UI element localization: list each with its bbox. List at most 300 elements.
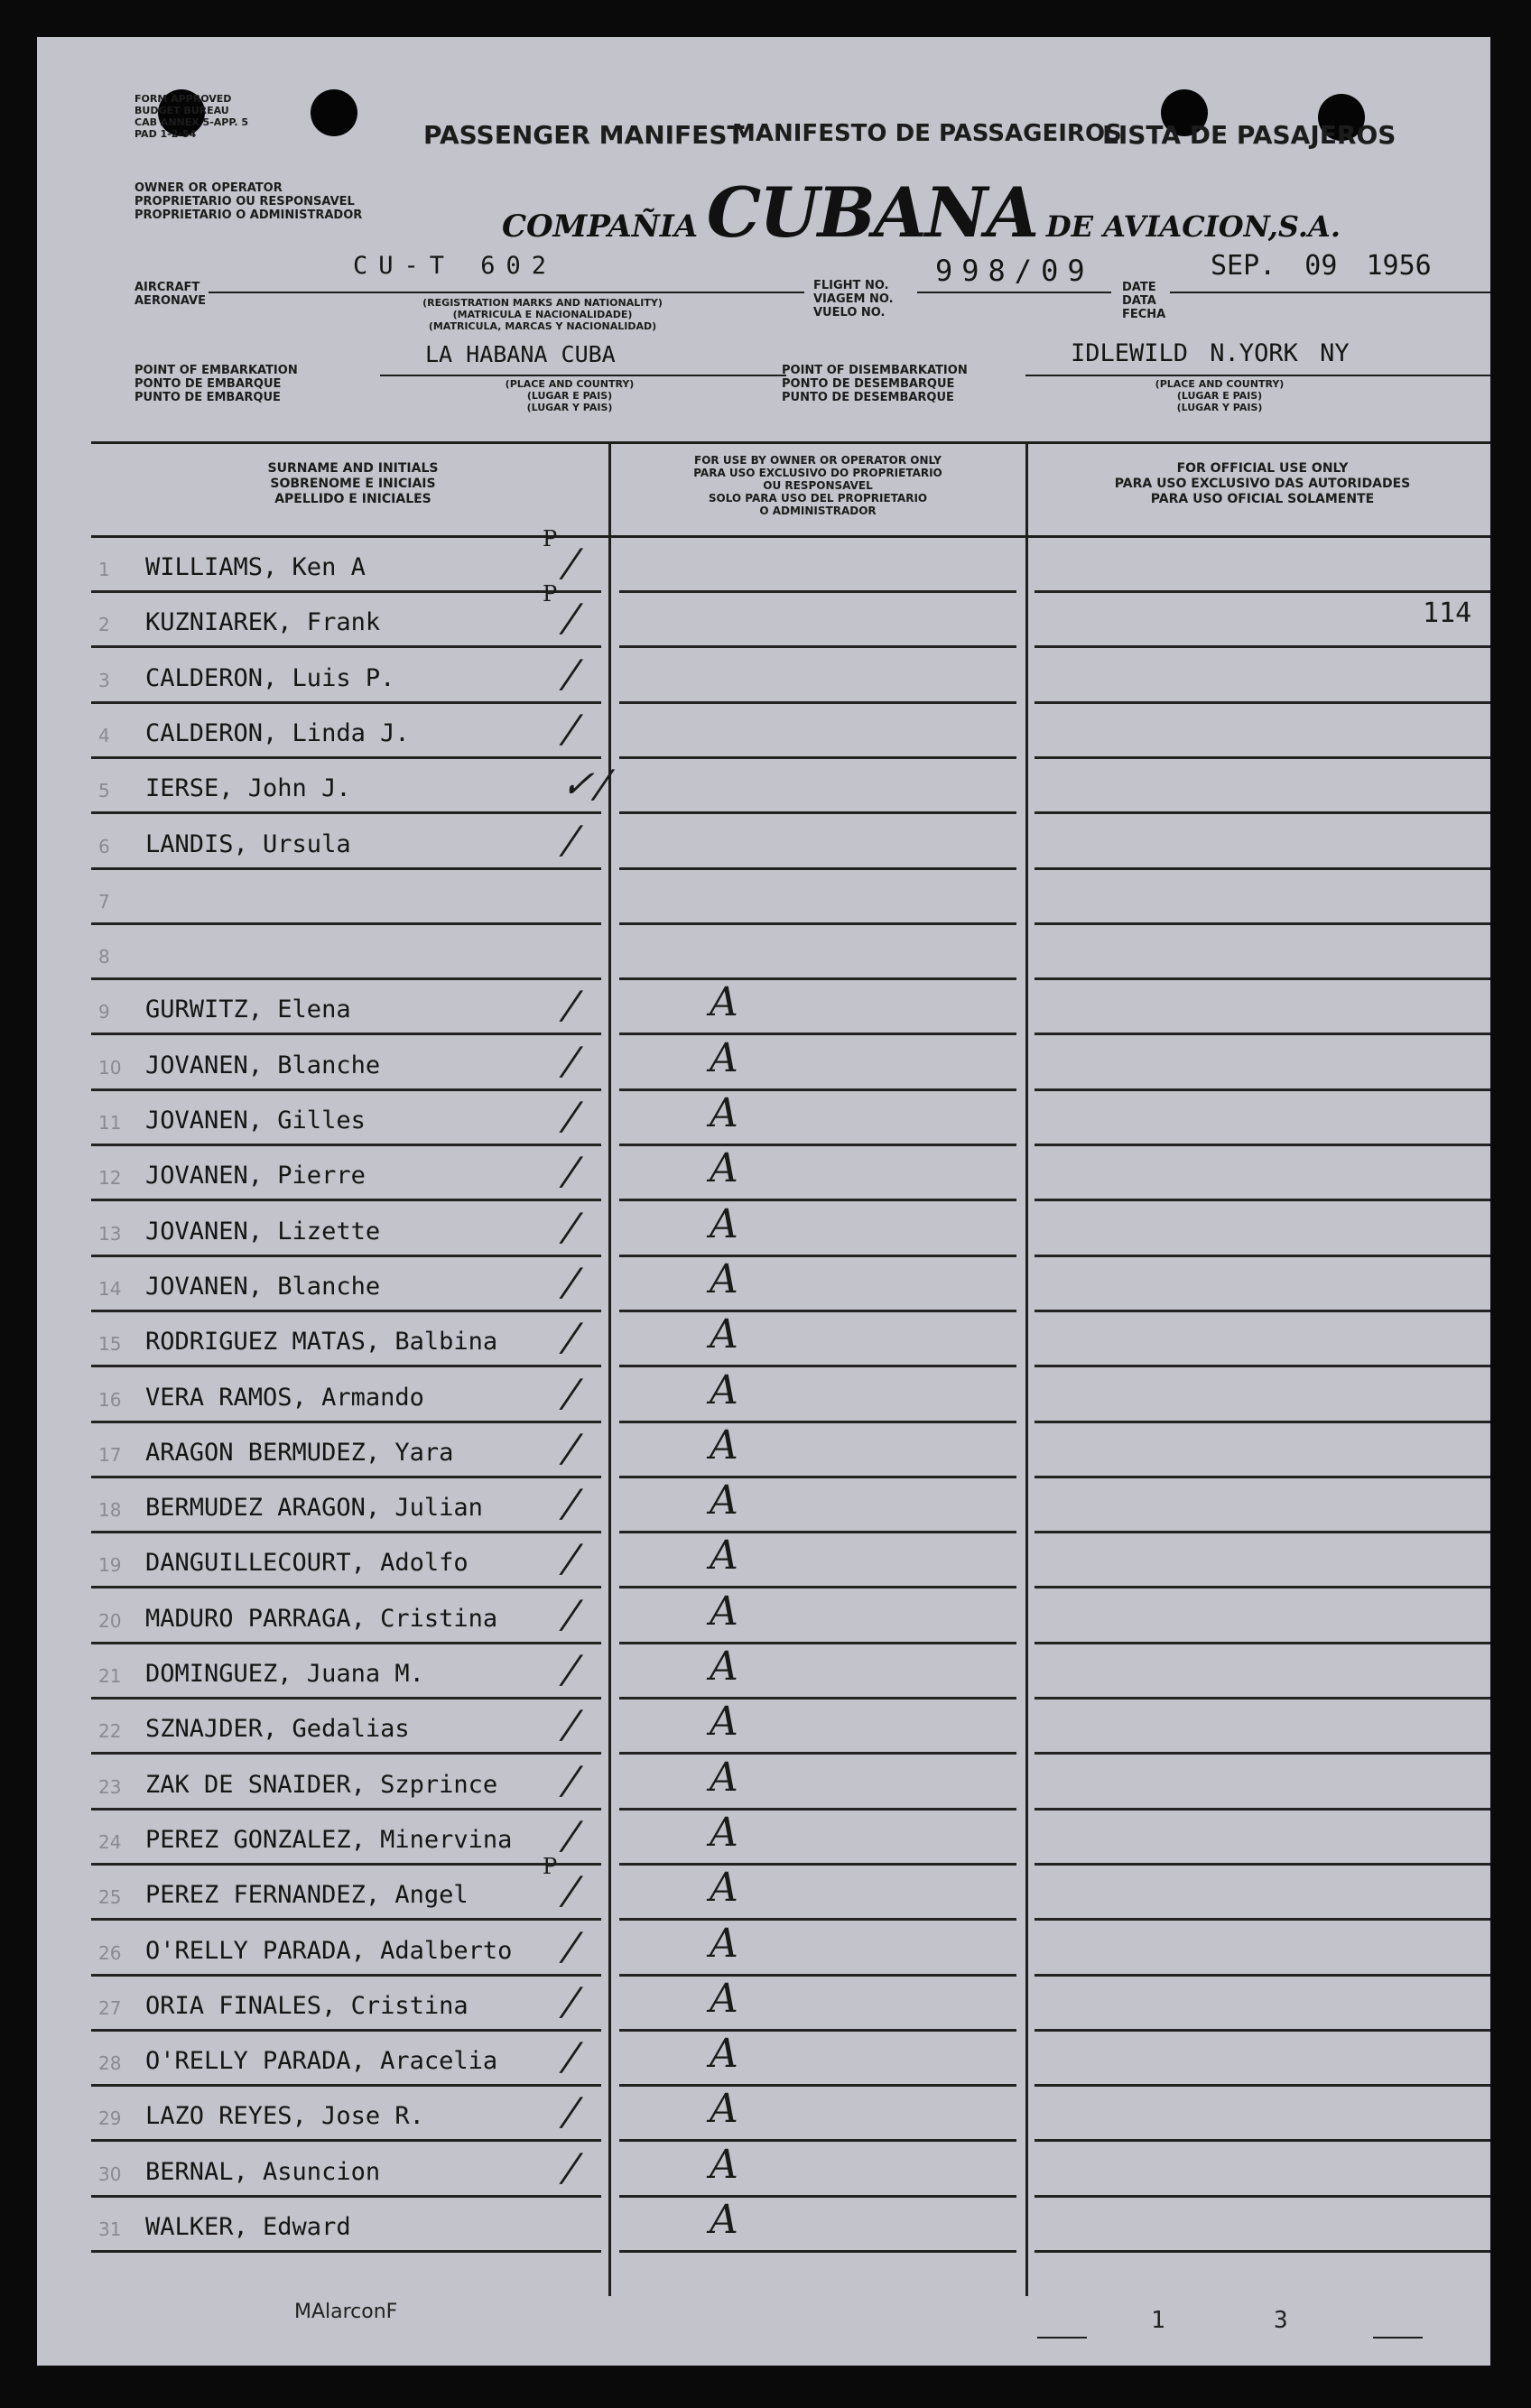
row-rule xyxy=(91,1144,601,1146)
official-entry: 114 xyxy=(1423,597,1472,630)
disembark-label: POINT OF DISEMBARKATION xyxy=(782,364,968,377)
passenger-name: RODRIGUEZ MATAS, Balbina xyxy=(145,1328,498,1357)
check-mark: / xyxy=(557,1149,587,1194)
row-rule xyxy=(1035,2139,1490,2142)
owner-use-header-line: FOR USE BY OWNER OR OPERATOR ONLY xyxy=(694,454,942,467)
check-mark: / xyxy=(557,1481,587,1526)
passenger-row xyxy=(37,1147,1490,1201)
footer-dash xyxy=(1373,2337,1423,2339)
passenger-row xyxy=(37,2033,1490,2087)
embark-caption-line: (PLACE AND COUNTRY) xyxy=(505,378,635,390)
row-number: 5 xyxy=(98,780,110,802)
row-number: 27 xyxy=(98,1996,122,2019)
row-rule xyxy=(91,1531,601,1533)
owner-mark: A xyxy=(710,1145,738,1192)
official-use-header-line: FOR OFFICIAL USE ONLY xyxy=(1176,461,1349,476)
date-label: DATE xyxy=(1122,281,1156,294)
check-mark: ✓/ xyxy=(557,762,618,807)
company-main: CUBANA xyxy=(706,172,1038,253)
check-mark: / xyxy=(557,1978,587,2024)
row-note: P xyxy=(543,1854,558,1880)
row-rule xyxy=(619,1199,1016,1201)
passenger-name: WALKER, Edward xyxy=(145,2213,351,2241)
row-rule xyxy=(91,1974,601,1977)
title-en: PASSENGER MANIFEST xyxy=(423,120,745,150)
row-rule xyxy=(1035,1752,1490,1755)
owner-use-header-line: OU RESPONSAVEL xyxy=(763,479,873,492)
row-rule xyxy=(1035,1310,1490,1312)
company-logo xyxy=(502,172,1341,253)
embark-value: LA HABANA CUBA xyxy=(425,341,616,367)
passenger-row xyxy=(37,1977,1490,2032)
row-rule xyxy=(619,701,1016,704)
owner-mark: A xyxy=(710,1090,738,1136)
check-mark: / xyxy=(557,706,587,751)
check-mark: / xyxy=(557,1204,587,1249)
row-rule xyxy=(1035,1255,1490,1257)
row-rule xyxy=(619,1476,1016,1478)
row-number: 26 xyxy=(98,1941,122,1964)
row-number: 21 xyxy=(98,1665,122,1687)
check-mark: / xyxy=(557,1702,587,1747)
flight-value: 998/09 xyxy=(935,254,1094,288)
row-rule xyxy=(619,811,1016,814)
row-rule xyxy=(619,867,1016,870)
row-number: 19 xyxy=(98,1554,122,1577)
row-rule xyxy=(1035,922,1490,925)
official-use-header-line: PARA USO OFICIAL SOLAMENTE xyxy=(1150,492,1375,506)
row-rule xyxy=(619,2084,1016,2087)
passenger-row xyxy=(37,1811,1490,1866)
row-number: 24 xyxy=(98,1830,122,1853)
passenger-row xyxy=(37,1922,1490,1977)
embark-caption xyxy=(452,378,687,413)
row-rule xyxy=(619,2250,1016,2253)
row-rule xyxy=(91,1199,601,1201)
disembark-label: PUNTO DE DESEMBARQUE xyxy=(782,391,954,404)
embark-label: PONTO DE EMBARQUE xyxy=(135,377,282,391)
owner-label: PROPRIETARIO O ADMINISTRADOR xyxy=(135,208,363,222)
owner-mark: A xyxy=(710,1422,738,1468)
row-rule xyxy=(91,2084,601,2087)
check-mark: / xyxy=(557,1757,587,1802)
passenger-row xyxy=(37,2199,1490,2253)
passenger-name: JOVANEN, Gilles xyxy=(145,1107,366,1135)
disembark-label: PONTO DE DESEMBARQUE xyxy=(782,377,955,391)
row-rule xyxy=(91,1752,601,1755)
row-rule xyxy=(619,1088,1016,1091)
check-mark: / xyxy=(557,2144,587,2190)
row-rule xyxy=(91,922,601,925)
row-rule xyxy=(619,1033,1016,1035)
row-number: 30 xyxy=(98,2163,122,2185)
passenger-name: LANDIS, Ursula xyxy=(145,829,351,858)
row-rule xyxy=(619,977,1016,980)
embark-line xyxy=(380,375,786,376)
aircraft-caption-line: (REGISTRATION MARKS AND NATIONALITY) xyxy=(422,297,663,309)
row-rule xyxy=(1035,2029,1490,2032)
passenger-row xyxy=(37,1700,1490,1755)
passenger-row xyxy=(37,2088,1490,2142)
row-number: 13 xyxy=(98,1222,122,1245)
owner-labels xyxy=(135,181,362,222)
page-number: 1 xyxy=(1151,2307,1165,2334)
check-mark: / xyxy=(557,541,587,585)
owner-mark: A xyxy=(710,1200,738,1247)
passenger-row xyxy=(37,526,1490,593)
row-number: 4 xyxy=(98,724,110,746)
row-rule xyxy=(1035,1808,1490,1811)
passenger-row xyxy=(37,650,1490,704)
row-rule xyxy=(91,1586,601,1588)
surname-header-line: SOBRENOME E INICIAIS xyxy=(270,477,436,491)
owner-mark: A xyxy=(710,1975,738,2022)
punch-hole xyxy=(311,89,357,136)
row-rule xyxy=(619,1255,1016,1257)
flight-label: FLIGHT NO. xyxy=(813,279,889,292)
disembark-labels xyxy=(782,364,968,404)
page-total: 3 xyxy=(1274,2307,1288,2334)
passenger-name: VERA RAMOS, Armando xyxy=(145,1383,424,1412)
passenger-name: KUZNIAREK, Frank xyxy=(145,608,381,637)
owner-mark: A xyxy=(710,2031,738,2078)
check-mark: / xyxy=(557,1647,587,1691)
passenger-name: JOVANEN, Lizette xyxy=(145,1217,381,1246)
passenger-name: DOMINGUEZ, Juana M. xyxy=(145,1660,424,1688)
owner-mark: A xyxy=(710,1255,738,1302)
row-rule xyxy=(1035,867,1490,870)
row-rule xyxy=(1035,1033,1490,1035)
row-number: 7 xyxy=(98,890,110,912)
row-rule xyxy=(91,1033,601,1035)
row-rule xyxy=(91,590,601,593)
row-number: 2 xyxy=(98,614,110,636)
passenger-row xyxy=(37,760,1490,814)
row-rule xyxy=(1035,1642,1490,1644)
row-rule xyxy=(91,2139,601,2142)
table-top-rule xyxy=(91,441,1490,444)
check-mark: / xyxy=(557,817,587,862)
row-rule xyxy=(91,1421,601,1423)
row-rule xyxy=(619,2139,1016,2142)
row-rule xyxy=(1035,1088,1490,1091)
row-rule xyxy=(619,1642,1016,1644)
owner-mark: A xyxy=(710,2197,738,2243)
row-note: P xyxy=(543,526,558,551)
passenger-name: DANGUILLECOURT, Adolfo xyxy=(145,1549,469,1578)
date-labels xyxy=(1122,281,1165,321)
row-rule xyxy=(1035,1531,1490,1533)
owner-use-header-line: O ADMINISTRADOR xyxy=(759,505,877,517)
passenger-row xyxy=(37,1092,1490,1146)
surname-header-line: APELLIDO E INICIALES xyxy=(274,492,431,506)
row-number: 1 xyxy=(98,559,110,580)
row-rule xyxy=(619,922,1016,925)
check-mark: / xyxy=(557,1923,587,1968)
title-pt: MANIFESTO DE PASSAGEIROS xyxy=(732,120,1122,147)
row-rule xyxy=(619,1365,1016,1367)
row-number: 29 xyxy=(98,2107,122,2130)
row-rule xyxy=(91,1863,601,1866)
check-mark: / xyxy=(557,1094,587,1138)
row-rule xyxy=(91,2250,601,2253)
passenger-row xyxy=(37,1534,1490,1588)
passenger-row xyxy=(37,1645,1490,1699)
row-rule xyxy=(91,1476,601,1478)
row-rule xyxy=(619,1863,1016,1866)
row-rule xyxy=(1035,590,1490,593)
owner-mark: A xyxy=(710,1865,738,1912)
aircraft-line xyxy=(209,292,804,293)
owner-mark: A xyxy=(710,1920,738,1967)
aircraft-label: AERONAVE xyxy=(135,294,207,308)
owner-mark: A xyxy=(710,1034,738,1081)
passenger-name: ORIA FINALES, Cristina xyxy=(145,1991,469,2020)
passenger-row xyxy=(37,1366,1490,1423)
row-number: 25 xyxy=(98,1886,122,1909)
form-code-line: BUDGET BUREAU xyxy=(135,105,229,116)
aircraft-caption-line: (MATRICULA, MARCAS Y NACIONALIDAD) xyxy=(428,320,657,332)
row-rule xyxy=(1035,1586,1490,1588)
flight-label: VIAGEM NO. xyxy=(813,292,894,306)
check-mark: / xyxy=(557,983,587,1028)
check-mark: / xyxy=(557,1812,587,1857)
passenger-name: SZNAJDER, Gedalias xyxy=(145,1715,410,1744)
passenger-row xyxy=(37,1424,1490,1478)
row-rule xyxy=(91,1088,601,1091)
row-rule xyxy=(619,1531,1016,1533)
passenger-row xyxy=(37,1479,1490,1533)
passenger-row xyxy=(37,816,1490,870)
owner-mark: A xyxy=(710,1366,738,1413)
row-rule xyxy=(1035,756,1490,759)
row-number: 15 xyxy=(98,1333,122,1356)
owner-mark: A xyxy=(710,1644,738,1690)
owner-mark: A xyxy=(710,1699,738,1746)
date-value: SEP. 09 1956 xyxy=(1211,250,1432,282)
owner-use-header xyxy=(619,454,1016,517)
row-rule xyxy=(1035,2195,1490,2198)
row-number: 3 xyxy=(98,669,110,691)
row-rule xyxy=(91,977,601,980)
row-number: 16 xyxy=(98,1388,122,1411)
row-rule xyxy=(1035,645,1490,648)
passenger-name: PEREZ FERNANDEZ, Angel xyxy=(145,1881,469,1910)
row-rule xyxy=(619,1421,1016,1423)
owner-use-header-line: PARA USO EXCLUSIVO DO PROPRIETARIO xyxy=(693,467,942,479)
company-prefix: COMPAÑIA xyxy=(502,208,699,245)
row-rule xyxy=(1035,2250,1490,2253)
passenger-row xyxy=(37,981,1490,1035)
aircraft-caption xyxy=(335,297,750,332)
passenger-name: IERSE, John J. xyxy=(145,774,351,803)
form-code-line: FORM APPROVED xyxy=(135,93,232,105)
passenger-row xyxy=(37,1313,1490,1367)
row-rule xyxy=(619,1752,1016,1755)
date-label: DATA xyxy=(1122,294,1156,308)
passenger-row xyxy=(37,926,1490,980)
owner-mark: A xyxy=(710,1533,738,1579)
date-line xyxy=(1170,292,1490,293)
passenger-row xyxy=(37,1756,1490,1811)
owner-mark: A xyxy=(710,1754,738,1801)
row-rule xyxy=(91,756,601,759)
owner-mark: A xyxy=(710,2086,738,2133)
owner-mark: A xyxy=(710,979,738,1026)
passenger-row xyxy=(37,2141,1490,2198)
row-rule xyxy=(1035,1144,1490,1146)
row-rule xyxy=(91,701,601,704)
row-rule xyxy=(1035,2084,1490,2087)
passenger-row xyxy=(37,1255,1490,1312)
row-rule xyxy=(619,1808,1016,1811)
embark-labels xyxy=(135,364,298,404)
row-number: 20 xyxy=(98,1609,122,1632)
embark-label: PUNTO DE EMBARQUE xyxy=(135,391,281,404)
disembark-caption xyxy=(1102,378,1337,413)
flight-line xyxy=(917,292,1111,293)
official-use-header-line: PARA USO EXCLUSIVO DAS AUTORIDADES xyxy=(1114,477,1411,491)
row-rule xyxy=(1035,811,1490,814)
row-rule xyxy=(1035,977,1490,980)
row-rule xyxy=(1035,1199,1490,1201)
check-mark: / xyxy=(557,2089,587,2135)
owner-label: OWNER OR OPERATOR xyxy=(135,181,283,195)
passenger-name: ZAK DE SNAIDER, Szprince xyxy=(145,1770,498,1799)
passenger-name: O'RELLY PARADA, Adalberto xyxy=(145,1936,513,1965)
row-number: 6 xyxy=(98,835,110,857)
passenger-name: WILLIAMS, Ken A xyxy=(145,553,366,581)
date-label: FECHA xyxy=(1122,308,1166,321)
row-number: 28 xyxy=(98,2052,122,2075)
disembark-caption-line: (LUGAR Y PAIS) xyxy=(1176,402,1263,413)
row-rule xyxy=(91,1365,601,1367)
row-rule xyxy=(619,1974,1016,1977)
passenger-name: BERMUDEZ ARAGON, Julian xyxy=(145,1494,483,1523)
row-rule xyxy=(1035,1918,1490,1921)
surname-header xyxy=(181,461,524,507)
passenger-name: BERNAL, Asuncion xyxy=(145,2157,381,2186)
passenger-name: JOVANEN, Pierre xyxy=(145,1162,366,1190)
row-rule xyxy=(619,1144,1016,1146)
owner-mark: A xyxy=(710,1477,738,1524)
passenger-row xyxy=(37,871,1490,925)
row-rule xyxy=(619,756,1016,759)
row-rule xyxy=(1035,701,1490,704)
row-number: 18 xyxy=(98,1499,122,1522)
passenger-name: GURWITZ, Elena xyxy=(145,996,351,1024)
owner-mark: A xyxy=(710,2141,738,2188)
check-mark: / xyxy=(557,1370,587,1415)
row-rule xyxy=(1035,1365,1490,1367)
row-number: 22 xyxy=(98,1720,122,1743)
row-rule xyxy=(91,1697,601,1699)
disembark-caption-line: (PLACE AND COUNTRY) xyxy=(1155,378,1285,390)
company-suffix: DE AVIACION,S.A. xyxy=(1045,209,1341,244)
owner-label: PROPRIETARIO OU RESPONSAVEL xyxy=(135,195,355,208)
owner-use-header-line: SOLO PARA USO DEL PROPRIETARIO xyxy=(708,492,928,505)
row-rule xyxy=(91,1918,601,1921)
row-rule xyxy=(619,2029,1016,2032)
owner-mark: A xyxy=(710,1588,738,1635)
form-code-line: PAD 1-2-54 xyxy=(135,128,197,140)
passenger-row xyxy=(37,1590,1490,1644)
row-rule xyxy=(1035,1974,1490,1977)
check-mark: / xyxy=(557,1591,587,1636)
passenger-name: JOVANEN, Blanche xyxy=(145,1272,381,1301)
owner-mark: A xyxy=(710,1311,738,1358)
row-rule xyxy=(91,1255,601,1257)
disembark-caption-line: (LUGAR E PAIS) xyxy=(1176,390,1263,402)
embark-caption-line: (LUGAR E PAIS) xyxy=(526,390,613,402)
passenger-row xyxy=(37,581,1490,648)
official-use-header xyxy=(1035,461,1490,507)
row-rule xyxy=(91,2029,601,2032)
flight-labels xyxy=(813,279,894,320)
signature: MAlarconF xyxy=(294,2301,398,2323)
passenger-name: CALDERON, Luis P. xyxy=(145,663,395,692)
row-number: 31 xyxy=(98,2218,122,2240)
check-mark: / xyxy=(557,596,587,641)
check-mark: / xyxy=(557,1315,587,1360)
row-rule xyxy=(619,2195,1016,2198)
check-mark: / xyxy=(557,1425,587,1470)
disembark-line xyxy=(1025,375,1490,376)
aircraft-value: CU-T 602 xyxy=(353,252,558,280)
row-number: 12 xyxy=(98,1167,122,1190)
passenger-name: JOVANEN, Blanche xyxy=(145,1051,381,1079)
check-mark: / xyxy=(557,1259,587,1304)
row-rule xyxy=(91,2195,601,2198)
passenger-row xyxy=(37,1200,1490,1257)
row-rule xyxy=(91,811,601,814)
row-rule xyxy=(619,1918,1016,1921)
check-mark: / xyxy=(557,1038,587,1083)
form-code-line: CAB ANNEX 5-APP. 5 xyxy=(135,116,249,128)
flight-label: VUELO NO. xyxy=(813,306,886,320)
row-rule xyxy=(91,1310,601,1312)
row-number: 14 xyxy=(98,1277,122,1300)
manifest-sheet xyxy=(37,37,1490,2366)
row-number: 8 xyxy=(98,946,110,968)
row-rule xyxy=(619,590,1016,593)
row-rule xyxy=(1035,1476,1490,1478)
check-mark: / xyxy=(557,651,587,696)
row-rule xyxy=(91,1642,601,1644)
row-note: P xyxy=(543,581,558,607)
surname-header-line: SURNAME AND INITIALS xyxy=(267,461,439,476)
row-number: 10 xyxy=(98,1056,122,1079)
passenger-row xyxy=(37,1854,1490,1921)
row-rule xyxy=(91,867,601,870)
aircraft-caption-line: (MATRICULA E NACIONALIDADE) xyxy=(452,309,633,320)
footer-dash xyxy=(1037,2337,1087,2339)
row-rule xyxy=(1035,1697,1490,1699)
disembark-value: IDLEWILD N.YORK NY xyxy=(1071,339,1350,367)
check-mark: / xyxy=(557,2034,587,2079)
row-number: 11 xyxy=(98,1112,122,1134)
row-number: 23 xyxy=(98,1775,122,1798)
row-rule xyxy=(91,1808,601,1811)
form-code xyxy=(135,93,248,140)
passenger-name: LAZO REYES, Jose R. xyxy=(145,2102,424,2131)
passenger-name: MADURO PARRAGA, Cristina xyxy=(145,1604,498,1633)
check-mark: / xyxy=(557,1868,587,1913)
row-number: 9 xyxy=(98,1001,110,1023)
embark-label: POINT OF EMBARKATION xyxy=(135,364,298,377)
passenger-name: ARAGON BERMUDEZ, Yara xyxy=(145,1438,454,1467)
passenger-row xyxy=(37,705,1490,759)
